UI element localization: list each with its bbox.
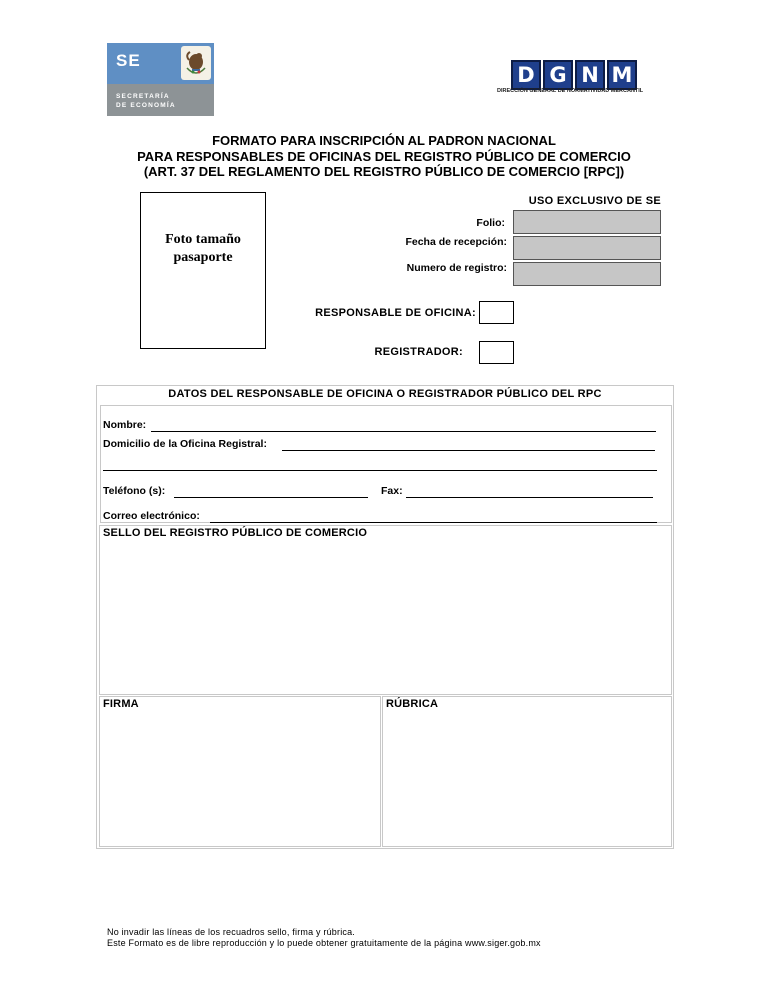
title-line1: FORMATO PARA INSCRIPCIÓN AL PADRON NACIONAL	[212, 133, 556, 148]
dgnm-letter-g: G	[543, 60, 573, 90]
sello-label: SELLO DEL REGISTRO PÚBLICO DE COMERCIO	[103, 527, 368, 539]
numero-registro-label: Numero de registro:	[406, 262, 507, 274]
dgnm-letter-n: N	[575, 60, 605, 90]
se-logo-caption	[116, 92, 176, 110]
dgnm-letters	[511, 60, 637, 88]
domicilio-label: Domicilio de la Oficina Registral:	[103, 438, 267, 450]
telefono-input-line[interactable]	[174, 497, 368, 498]
fecha-recepcion-field[interactable]	[513, 236, 661, 260]
responsable-checkbox[interactable]	[479, 301, 514, 324]
correo-label: Correo electrónico:	[103, 510, 200, 522]
dgnm-caption: DIRECCIÓN GENERAL DE NORMATIVIDAD MERCANTIL	[497, 88, 644, 94]
nombre-input-line[interactable]	[151, 431, 656, 432]
footer-notes	[107, 927, 541, 949]
photo-text-line1: Foto tamaño	[165, 232, 241, 247]
firma-box[interactable]	[99, 696, 381, 847]
office-use-heading: USO EXCLUSIVO DE SE	[528, 195, 661, 207]
domicilio-input-line[interactable]	[282, 450, 655, 451]
fax-label: Fax:	[381, 485, 403, 497]
dgnm-letter-d: D	[511, 60, 541, 90]
numero-registro-field[interactable]	[513, 262, 661, 286]
photo-text-line2: pasaporte	[173, 250, 233, 265]
se-caption-line2: DE ECONOMÍA	[116, 102, 176, 109]
domicilio-continuation-line[interactable]	[103, 470, 657, 471]
form-title	[0, 133, 768, 180]
data-section-heading: DATOS DEL RESPONSABLE DE OFICINA O REGISTRADOR PÚBLICO DEL RPC	[168, 388, 602, 400]
footer-line1: No invadir las líneas de los recuadros sello, firma y rúbrica.	[107, 927, 355, 937]
firma-label: FIRMA	[103, 698, 139, 710]
nombre-label: Nombre:	[103, 419, 147, 431]
dgnm-letter-m: M	[607, 60, 637, 90]
photo-placeholder-text	[141, 231, 265, 267]
dgnm-logo	[497, 58, 644, 98]
sello-box[interactable]	[99, 525, 672, 695]
rubrica-box[interactable]	[382, 696, 672, 847]
se-logo-abbr: SE	[116, 51, 141, 70]
mexican-eagle-icon	[181, 46, 211, 80]
personal-data-box	[100, 405, 672, 523]
registrador-label: REGISTRADOR:	[374, 346, 463, 358]
footer-line2: Este Formato es de libre reproducción y lo puede obtener gratuitamente de la página www.siger.gob.mx	[107, 938, 541, 948]
folio-field[interactable]	[513, 210, 661, 234]
registrador-checkbox[interactable]	[479, 341, 514, 364]
telefono-label: Teléfono (s):	[103, 485, 166, 497]
title-line3: (ART. 37 DEL REGLAMENTO DEL REGISTRO PÚBLICO DE COMERCIO [RPC])	[143, 164, 625, 179]
se-logo-banner	[107, 43, 214, 84]
se-caption-line1: SECRETARÍA	[116, 93, 170, 100]
fax-input-line[interactable]	[406, 497, 653, 498]
data-section-frame	[96, 385, 674, 849]
se-logo	[107, 43, 214, 116]
correo-input-line[interactable]	[210, 522, 657, 523]
photo-box	[140, 192, 266, 349]
responsable-label: RESPONSABLE DE OFICINA:	[315, 307, 476, 319]
fecha-recepcion-label: Fecha de recepción:	[405, 236, 507, 248]
title-line2: PARA RESPONSABLES DE OFICINAS DEL REGISTRO PÚBLICO DE COMERCIO	[137, 148, 631, 164]
folio-label: Folio:	[476, 217, 505, 229]
se-logo-caption-band	[107, 84, 214, 116]
rubrica-label: RÚBRICA	[386, 698, 439, 710]
